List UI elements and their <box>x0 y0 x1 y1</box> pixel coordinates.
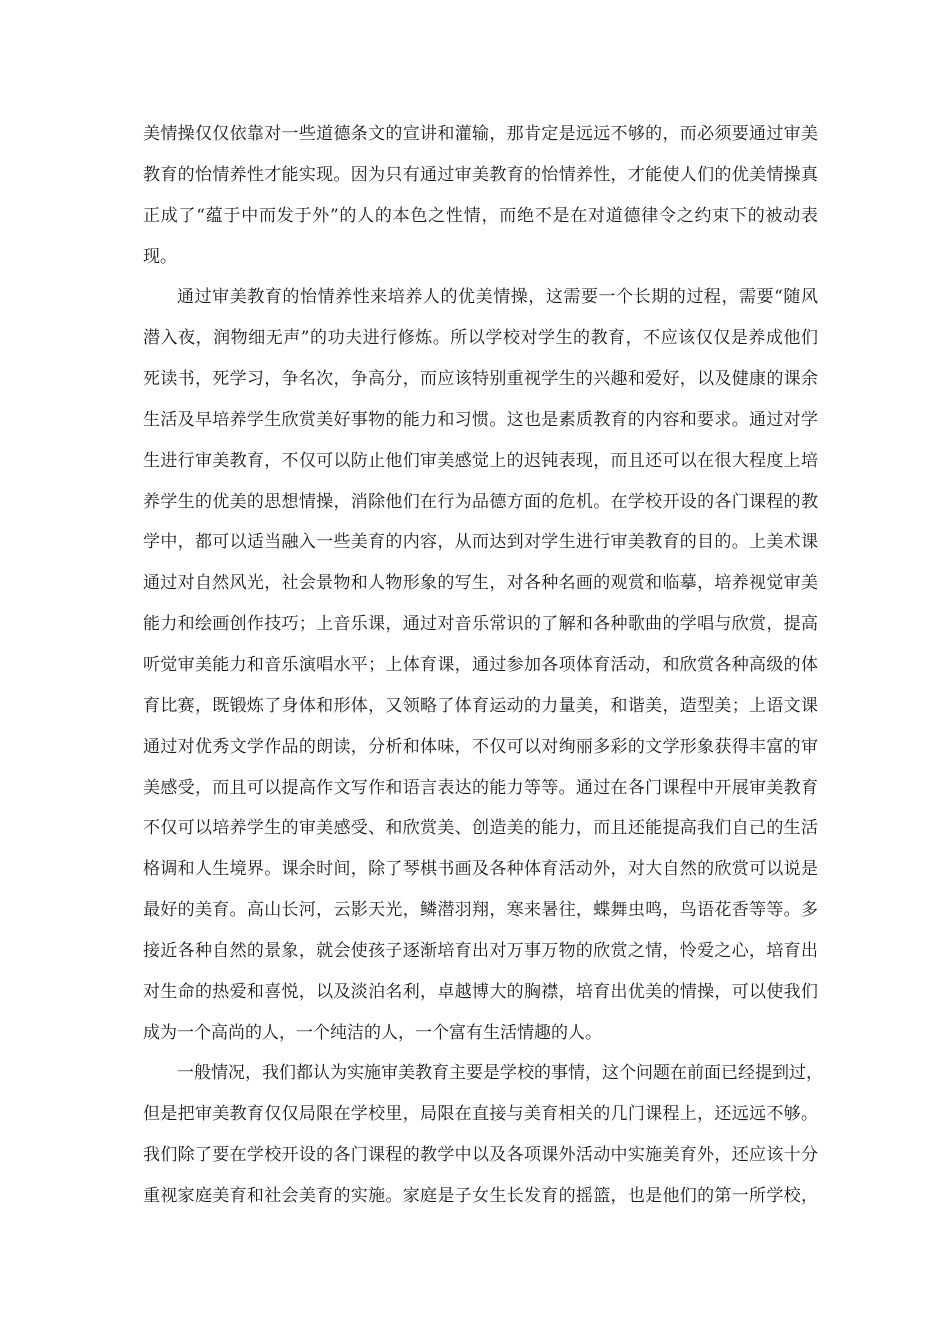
paragraph-first-line <box>143 285 818 326</box>
text-line <box>143 408 818 449</box>
line-text: 听觉审美能力和音乐演唱水平；上体育课，通过参加各项体育活动，和欣赏各种高级的体 <box>143 654 818 675</box>
text-line <box>143 653 818 694</box>
text-line <box>143 776 818 817</box>
text-line <box>143 898 818 939</box>
line-text: 能力和绘画创作技巧；上音乐课，通过对音乐常识的了解和各种歌曲的学唱与欣赏，提高 <box>143 614 818 635</box>
line-text: 养学生的优美的思想情操，消除他们在行为品德方面的危机。在学校开设的各门课程的教 <box>143 491 818 512</box>
text-line <box>143 857 818 898</box>
text-line <box>143 735 818 776</box>
text-line <box>143 204 818 245</box>
line-text: 对生命的热爱和喜悦，以及淡泊名利，卓越博大的胸襟，培育出优美的情操，可以使我们 <box>143 981 818 1002</box>
text-line <box>143 1184 818 1225</box>
line-text: 最好的美育。高山长河，云影天光，鳞潜羽翔，寒来暑往，蝶舞虫鸣，鸟语花香等等。多 <box>143 900 818 921</box>
line-text: 一般情况，我们都认为实施审美教育主要是学校的事情，这个问题在前面已经提到过， <box>177 1063 823 1084</box>
text-line <box>143 530 818 571</box>
line-text: 育比赛，既锻炼了身体和形体，又领略了体育运动的力量美，和谐美，造型美；上语文课 <box>143 695 818 716</box>
text-line <box>143 939 818 980</box>
line-text: 学中，都可以适当融入一些美育的内容，从而达到对学生进行审美教育的目的。上美术课 <box>143 532 818 553</box>
text-line <box>143 367 818 408</box>
line-text: 教育的怡情养性才能实现。因为只有通过审美教育的怡情养性，才能使人们的优美情操真 <box>143 164 818 185</box>
line-text: 通过审美教育的怡情养性来培养人的优美情操，这需要一个长期的过程，需要“随风 <box>177 287 818 308</box>
text-line <box>143 326 818 367</box>
line-text: 美情操仅仅依靠对一些道德条文的宣讲和灌输，那肯定是远远不够的，而必须要通过审美 <box>143 124 818 144</box>
line-text: 生进行审美教育，不仅可以防止他们审美感觉上的迟钝表现，而且还可以在很大程度上培 <box>143 450 818 471</box>
paragraph-first-line <box>143 1061 823 1102</box>
body-text <box>143 122 823 1225</box>
text-line <box>143 612 818 653</box>
text-line <box>143 816 818 857</box>
line-text: 通过对优秀文学作品的朗读，分析和体味，不仅可以对绚丽多彩的文学形象获得丰富的审 <box>143 736 818 757</box>
text-line <box>143 490 818 531</box>
text-line <box>143 1102 818 1143</box>
line-text: 通过对自然风光，社会景物和人物形象的写生，对各种名画的观赏和临摹，培养视觉审美 <box>143 573 818 594</box>
line-text: 成为一个高尚的人，一个纯洁的人，一个富有生活情趣的人。 <box>143 1022 602 1043</box>
text-line <box>143 1021 818 1062</box>
line-text: 潜入夜，润物细无声”的功夫进行修炼。所以学校对学生的教育，不应该仅仅是养成他们 <box>143 328 818 349</box>
line-text: 不仅可以培养学生的审美感受、和欣赏美、创造美的能力，而且还能提高我们自己的生活 <box>143 818 818 839</box>
line-text: 格调和人生境界。课余时间，除了琴棋书画及各种体育活动外，对大自然的欣赏可以说是 <box>143 859 818 880</box>
line-text: 我们除了要在学校开设的各门课程的教学中以及各项课外活动中实施美育外，还应该十分 <box>143 1145 818 1166</box>
text-line <box>143 449 818 490</box>
text-line <box>143 245 818 286</box>
line-text: 现。 <box>143 246 177 267</box>
text-line <box>143 571 818 612</box>
text-line <box>143 1143 818 1184</box>
text-line <box>143 122 818 163</box>
text-line <box>143 980 818 1021</box>
line-text: 重视家庭美育和社会美育的实施。家庭是子女生长发育的摇篮，也是他们的第一所学校， <box>143 1185 818 1206</box>
text-line <box>143 163 818 204</box>
line-text: 正成了“蕴于中而发于外”的人的本色之性情，而绝不是在对道德律令之约束下的被动表 <box>143 205 818 226</box>
line-text: 但是把审美教育仅仅局限在学校里，局限在直接与美育相关的几门课程上，还远远不够。 <box>143 1104 818 1125</box>
line-text: 美感受，而且可以提高作文写作和语言表达的能力等等。通过在各门课程中开展审美教育 <box>143 777 818 798</box>
line-text: 接近各种自然的景象，就会使孩子逐渐培育出对万事万物的欣赏之情，怜爱之心，培育出 <box>143 940 818 961</box>
text-line <box>143 694 818 735</box>
line-text: 死读书，死学习，争名次，争高分，而应该特别重视学生的兴趣和爱好，以及健康的课余 <box>143 369 818 390</box>
line-text: 生活及早培养学生欣赏美好事物的能力和习惯。这也是素质教育的内容和要求。通过对学 <box>143 409 818 430</box>
